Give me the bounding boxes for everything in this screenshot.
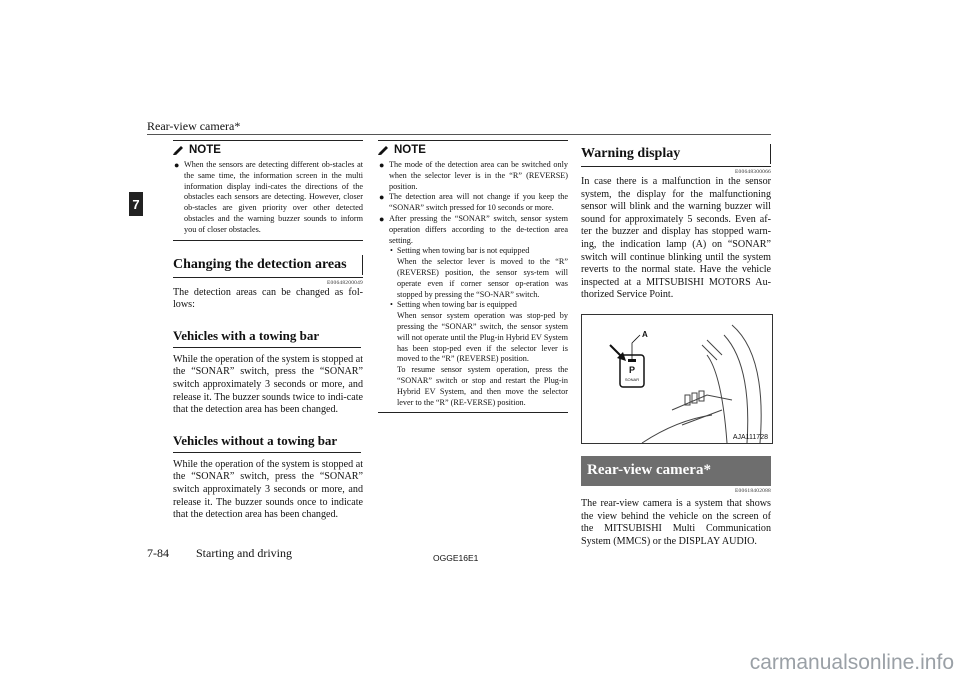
running-head: Rear-view camera* <box>147 119 241 133</box>
note-item: ● After pressing the “SONAR” switch, sensor system operation differs according to the de-tection area setting. • Setting when towing bar is not equipped When the selector lever is moved to the “R” (REVERSE) position, the sensor sys-tem will operate even if corner sensor op-eration was stopped by pressing the “SO-NAR” switch. • Setting when towing bar is equipped When sensor system operation was stop-ped by pressing the “SONAR” switch, the sensor system will not operate until the Plug-in Hybrid EV System has been stop-ped even if the selector lever is moved to the “R” (REVERSE) position. To resume sensor system operation, press the “SONAR” switch or stop and restart the Plug-in Hybrid EV System, and then move the selector lever to the “R” (RE-VERSE) position. <box>379 213 568 407</box>
note-item: ● The mode of the detection area can be switched only when the selector lever is in the “R” (REVERSE) position. <box>379 160 568 191</box>
figure-caption: AJA111728 <box>732 433 768 441</box>
pencil-icon <box>378 144 390 155</box>
svg-text:P: P <box>628 364 636 375</box>
note-subitem: • Setting when towing bar is equipped When sensor system operation was stop-ped by pressing the “SONAR” switch, the sensor system will not operate until the Plug-in Hybrid EV System has been stop-ped even if the selector lever is moved to the “R” (REVERSE) position. To resume sensor system operation, press the “SONAR” switch or stop and restart the Plug-in Hybrid EV System, and then move the selector lever to the “R” (RE-VERSE) position. <box>390 300 568 407</box>
note-item: ● The detection area will not change if you keep the “SONAR” switch pressed for 10 seconds or more. <box>379 192 568 213</box>
section-band-heading: Rear-view camera* <box>581 456 771 486</box>
dot-icon: • <box>390 246 393 256</box>
column-3 <box>581 140 771 548</box>
section-heading: Changing the detection areas <box>173 251 363 278</box>
note-list <box>173 160 363 236</box>
pencil-icon <box>173 144 185 155</box>
note-header <box>173 141 363 158</box>
section-intro: The detection areas can be changed as fol-lows: <box>173 286 363 311</box>
paragraph-towing-bar: While the operation of the system is stopped at the “SONAR” switch, press the “SONAR” switch approximately 3 seconds or more, and release it. The buzzer sounds twice to indi-cate that the detection area has been changed. <box>173 353 363 416</box>
note-item: ● When the sensors are detecting different ob-stacles at the same time, the information screen in the multi information display indi-cates the directions of the obstacles each sensors are detecting. However, closer ob-stacles are given priority over other detected obstacles and the warning buzzer sounds to inform you of closer obstacles. <box>174 160 363 234</box>
dashboard-illustration <box>582 315 772 443</box>
note-sublist <box>389 246 568 408</box>
note-subitem: • Setting when towing bar is not equipped When the selector lever is moved to the “R” (REVERSE) position, the sensor sys-tem will operate even if corner sensor op-eration was stopped by pressing the “SO-NAR” switch. <box>390 246 568 299</box>
header-rule <box>147 134 771 135</box>
note-title: NOTE <box>189 143 221 156</box>
bullet-icon: ● <box>379 213 385 224</box>
note-box <box>378 140 568 413</box>
column-1 <box>173 140 363 522</box>
footer-code: OGGE16E1 <box>433 553 479 563</box>
note-box <box>173 140 363 241</box>
section-code: E00648200049 <box>326 279 363 286</box>
dashboard-figure <box>581 314 773 444</box>
paragraph-no-towing-bar: While the operation of the system is stopped at the “SONAR” switch, press the “SONAR” switch approximately 3 seconds or more, and release it. The buzzer sounds once to indicate that the detection area has been changed. <box>173 458 363 521</box>
subheading-no-towing-bar: Vehicles without a towing bar <box>173 427 361 453</box>
warning-paragraph: In case there is a malfunction in the sensor system, the display for the malfunctioning sensor will blink and the warning buzzer will sound for approximately 5 seconds. Even af-ter the buzzer and display has stopped warn-ing, the indication lamp (A) on “SONAR” switch will continue blinking until the system reverts to the normal state. Have the vehicle inspected at a MITSUBISHI MOTORS Au-thorized Service Point. <box>581 176 771 301</box>
section-code: E00618402088 <box>734 487 771 494</box>
section-code: E00648300066 <box>734 169 771 175</box>
chapter-tab: 7 <box>129 192 143 216</box>
switch-label: SONAR <box>624 376 640 382</box>
note-header <box>378 141 568 158</box>
section-heading: Warning display <box>581 140 771 167</box>
bullet-icon: ● <box>379 192 385 203</box>
bullet-icon: ● <box>379 160 385 170</box>
bullet-icon: ● <box>174 160 180 170</box>
dot-icon: • <box>390 300 393 310</box>
column-2 <box>378 140 568 413</box>
camera-paragraph: The rear-view camera is a system that shows the view behind the vehicle on the screen of the MITSUBISHI Multi Communication System (MMCS) or the DISPLAY AUDIO. <box>581 497 771 547</box>
callout-a: A <box>642 329 648 339</box>
page-number: 7-84 <box>147 546 169 560</box>
watermark: carmanualsonline.info <box>749 651 954 674</box>
subheading-towing-bar: Vehicles with a towing bar <box>173 322 361 348</box>
note-list <box>378 160 568 408</box>
footer-title: Starting and driving <box>196 546 292 560</box>
note-title: NOTE <box>394 143 426 156</box>
